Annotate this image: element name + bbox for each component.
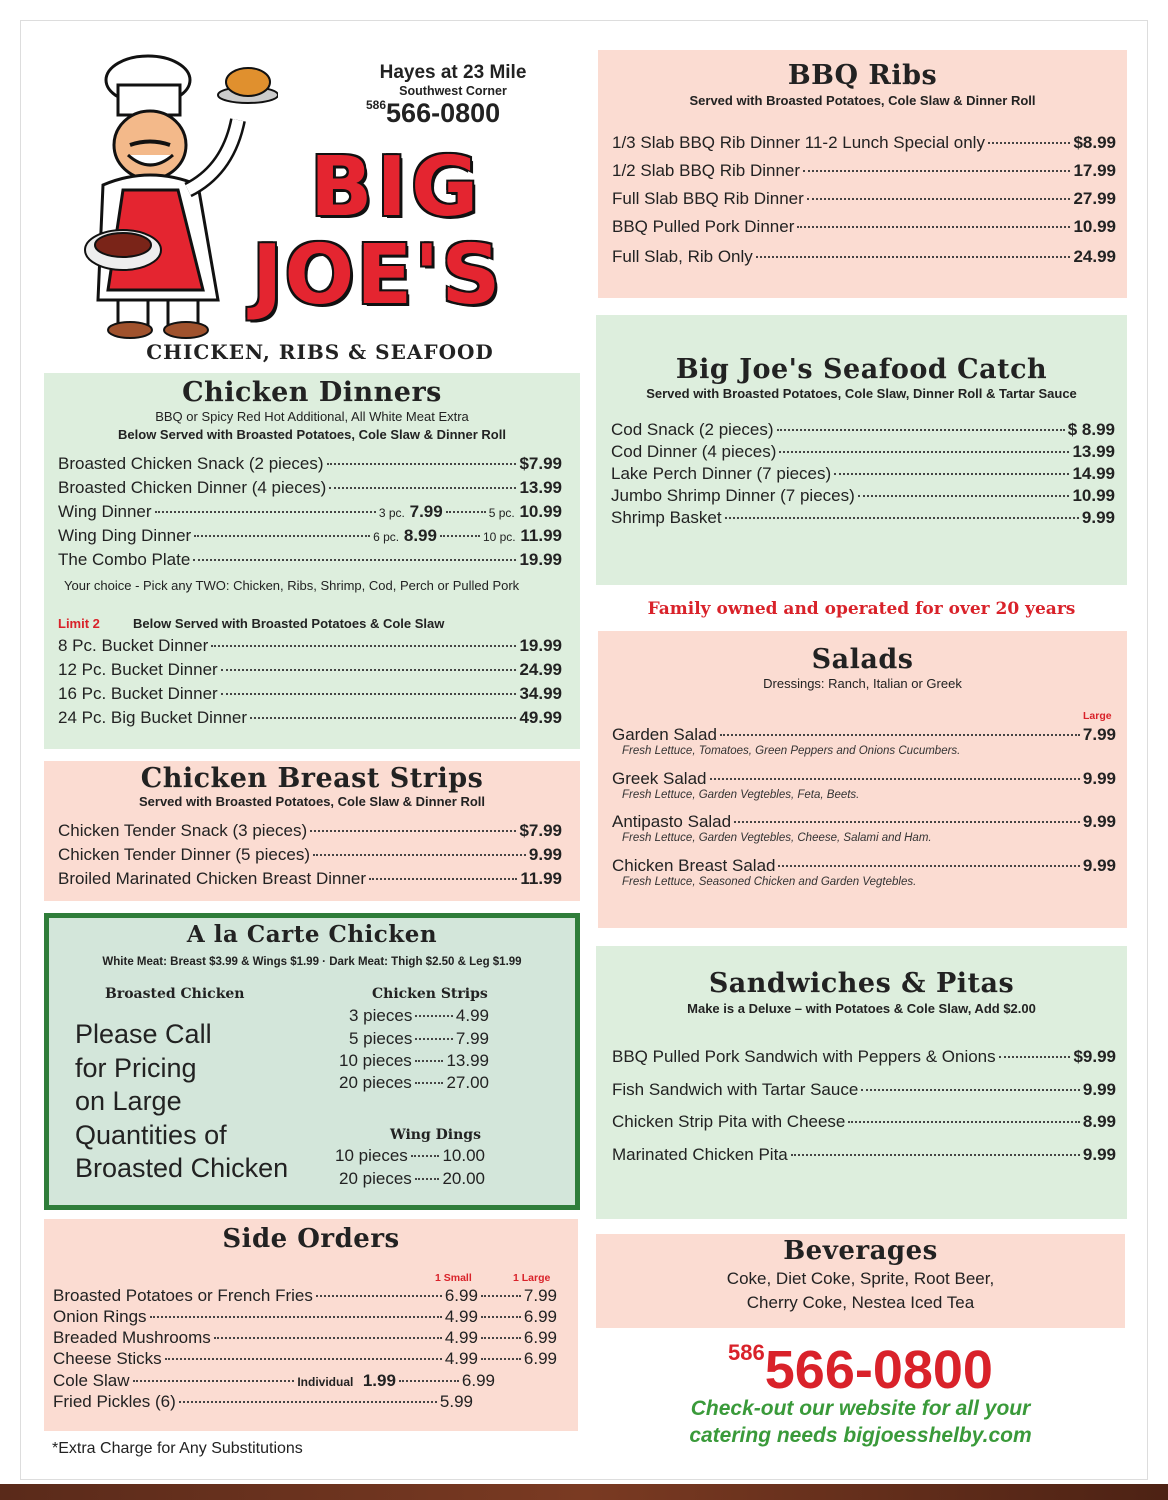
item-price: 8.99 (1082, 1112, 1116, 1131)
menu-item (58, 478, 562, 498)
side-item-pickles (53, 1392, 473, 1412)
item-name: Cod Snack (2 pieces) (611, 420, 774, 439)
item-price: 13.99 (1072, 442, 1115, 461)
chicken-dinners-title: Chicken Dinners (182, 377, 442, 408)
strips-col-title: Chicken Strips (372, 986, 488, 1002)
menu-item (612, 1047, 1116, 1067)
qty-price: 20.00 (442, 1169, 485, 1188)
beverages-line1: Coke, Diet Coke, Sprite, Root Beer, (726, 1269, 995, 1288)
item-name: 12 Pc. Bucket Dinner (58, 660, 218, 679)
salad-item (612, 856, 1116, 876)
side-item (53, 1328, 557, 1348)
call-for-pricing (75, 1018, 288, 1186)
large-price: 6.99 (461, 1371, 495, 1390)
combo-note: Your choice - Pick any TWO: Chicken, Ribs, Shrimp, Cod, Perch or Pulled Pork (64, 578, 520, 593)
menu-item (611, 442, 1115, 462)
qty-label: 5 pc. (488, 506, 515, 520)
item-name: 8 Pc. Bucket Dinner (58, 636, 209, 655)
corner-text: Southwest Corner (399, 84, 507, 98)
side-item-cole-slaw (53, 1371, 557, 1391)
item-name: Chicken Tender Snack (3 pieces) (58, 821, 308, 840)
menu-item (58, 684, 562, 704)
limit-label: Limit 2 (58, 616, 100, 631)
qty-price: 27.00 (446, 1073, 489, 1092)
seafood-note: Served with Broasted Potatoes, Cole Slaw, Dinner Roll & Tartar Sauce (646, 386, 1077, 401)
menu-item (58, 660, 562, 680)
item-price: 11.99 (520, 869, 562, 888)
item-name: Jumbo Shrimp Dinner (7 pieces) (611, 486, 855, 505)
website-line2: catering needs bigjoesshelby.com (689, 1424, 1032, 1447)
breast-strips-title: Chicken Breast Strips (140, 763, 484, 794)
item-price: 9.99 (1082, 1080, 1116, 1099)
menu-item (611, 464, 1115, 484)
chicken-dinners-note2: Below Served with Broasted Potatoes, Cole Slaw & Dinner Roll (118, 427, 506, 442)
side-item (53, 1349, 557, 1369)
side-orders-title: Side Orders (222, 1224, 400, 1254)
footer-phone (596, 1340, 1125, 1400)
item-name: 1/2 Slab BBQ Rib Dinner (612, 161, 801, 180)
call-line: Broasted Chicken (75, 1153, 289, 1183)
salads-note: Dressings: Ranch, Italian or Greek (763, 676, 962, 691)
menu-item (58, 550, 562, 570)
item-price: 8.99 (403, 526, 437, 545)
menu-item (58, 708, 562, 728)
qty-label: 6 pc. (373, 530, 400, 544)
item-price: 9.99 (1082, 769, 1116, 788)
large-price: 6.99 (523, 1328, 557, 1347)
item-name: Onion Rings (53, 1307, 147, 1326)
item-name: Broasted Chicken Snack (2 pieces) (58, 454, 324, 473)
item-price: 5.99 (439, 1392, 473, 1411)
chicken-dinners-note1: BBQ or Spicy Red Hot Additional, All White Meat Extra (155, 409, 469, 424)
item-price: 9.99 (1081, 508, 1115, 527)
item-name: Chicken Tender Dinner (5 pieces) (58, 845, 310, 864)
individual-price: 1.99 (362, 1371, 396, 1390)
menu-item (612, 1145, 1116, 1165)
item-name: Marinated Chicken Pita (612, 1145, 788, 1164)
footer-area-code: 586 (728, 1340, 765, 1365)
qty-label: 10 pc. (482, 530, 516, 544)
menu-item (58, 869, 562, 889)
logo-joes: JOE'S (252, 228, 503, 323)
menu-item (611, 486, 1115, 506)
broasted-col-title: Broasted Chicken (105, 986, 245, 1002)
substitutions-footnote: *Extra Charge for Any Substitutions (52, 1440, 303, 1457)
item-price: $9.99 (1073, 1047, 1116, 1066)
item-price: 19.99 (519, 636, 562, 655)
item-price: $7.99 (519, 454, 562, 473)
breast-strips-note: Served with Broasted Potatoes, Cole Slaw & Dinner Roll (138, 794, 486, 809)
salad-desc: Fresh Lettuce, Garden Vegtebles, Feta, Beets. (622, 789, 860, 801)
item-price: 9.99 (1082, 812, 1116, 831)
qty: 3 pieces (349, 1006, 413, 1025)
salads-title: Salads (811, 644, 914, 675)
ding-qty-row (335, 1146, 485, 1166)
menu-item (612, 1112, 1116, 1132)
menu-item (611, 508, 1115, 528)
item-name: Shrimp Basket (611, 508, 722, 527)
small-col-label: 1 Small (435, 1272, 472, 1284)
qty-price: 13.99 (446, 1051, 489, 1070)
menu-item (612, 1080, 1116, 1100)
menu-item (611, 420, 1115, 440)
salad-item (612, 769, 1116, 789)
qty: 20 pieces (339, 1073, 412, 1092)
item-name: The Combo Plate (58, 550, 191, 569)
item-price: 9.99 (1082, 856, 1116, 875)
menu-item (612, 247, 1116, 267)
chef-icon (78, 50, 278, 340)
salad-item (612, 812, 1116, 832)
seafood-title: Big Joe's Seafood Catch (675, 354, 1048, 385)
item-name: BBQ Pulled Pork Dinner (612, 217, 795, 236)
item-name: Antipasto Salad (612, 812, 732, 831)
item-price: 7.99 (409, 502, 443, 521)
item-price: 19.99 (519, 550, 562, 569)
item-name: Broasted Potatoes or French Fries (53, 1286, 313, 1305)
item-name: Wing Dinner (58, 502, 152, 521)
header-phone (366, 98, 500, 129)
item-name: Chicken Breast Salad (612, 856, 776, 875)
menu-item (58, 454, 562, 474)
bbq-ribs-title: BBQ Ribs (787, 60, 938, 91)
website-line1: Check-out our website for all your (690, 1397, 1031, 1420)
item-name: Full Slab, Rib Only (612, 247, 753, 266)
qty-label: 3 pc. (378, 506, 405, 520)
item-name: Fried Pickles (6) (53, 1392, 176, 1411)
call-line: Please Call (75, 1019, 212, 1049)
logo-big: BIG (310, 140, 483, 235)
qty-price: 7.99 (455, 1029, 489, 1048)
bbq-ribs-note: Served with Broasted Potatoes, Cole Slaw & Dinner Roll (689, 93, 1036, 108)
header-area-code: 586 (366, 98, 387, 112)
side-item (53, 1307, 557, 1327)
footer-phone-number: 566-0800 (764, 1340, 993, 1400)
call-line: for Pricing (75, 1052, 197, 1083)
item-price: 10.99 (519, 502, 562, 521)
qty: 10 pieces (335, 1146, 408, 1165)
item-name: 24 Pc. Big Bucket Dinner (58, 708, 247, 727)
item-price: 13.99 (519, 478, 562, 497)
dings-col-title: Wing Dings (390, 1127, 481, 1143)
call-line: Quantities of (75, 1119, 227, 1150)
item-name: Fish Sandwich with Tartar Sauce (612, 1080, 859, 1099)
small-price: 4.99 (444, 1307, 478, 1326)
strip-qty-row (339, 1073, 489, 1093)
a-la-carte-note: White Meat: Breast $3.99 & Wings $1.99 · Dark Meat: Thigh $2.50 & Leg $1.99 (102, 956, 522, 968)
item-name: Cole Slaw (53, 1371, 130, 1390)
item-price: $8.99 (1073, 133, 1116, 152)
individual-label: Individual (297, 1375, 354, 1389)
menu-item (612, 217, 1116, 237)
item-price: 11.99 (520, 526, 562, 545)
item-price: $7.99 (519, 821, 562, 840)
item-price: 14.99 (1072, 464, 1115, 483)
qty: 20 pieces (339, 1169, 412, 1188)
ding-qty-row (339, 1169, 485, 1189)
item-name: Wing Ding Dinner (58, 526, 192, 545)
item-price: 9.99 (1082, 1145, 1116, 1164)
item-name: Broasted Chicken Dinner (4 pieces) (58, 478, 327, 497)
item-name: Breaded Mushrooms (53, 1328, 211, 1347)
large-price: 6.99 (523, 1349, 557, 1368)
large-price: 6.99 (523, 1307, 557, 1326)
salad-desc: Fresh Lettuce, Tomatoes, Green Peppers and Onions Cucumbers. (622, 745, 961, 757)
menu-item (612, 133, 1116, 153)
item-price: 10.99 (1073, 217, 1116, 236)
item-name: Lake Perch Dinner (7 pieces) (611, 464, 832, 483)
strip-qty-row (349, 1006, 489, 1026)
sandwiches-title: Sandwiches & Pitas (708, 968, 1015, 999)
qty-price: 4.99 (455, 1006, 489, 1025)
qty-price: 10.00 (442, 1146, 485, 1165)
small-price: 4.99 (444, 1349, 478, 1368)
menu-item (612, 161, 1116, 181)
large-price: 7.99 (523, 1286, 557, 1305)
location-text: Hayes at 23 Mile (379, 62, 527, 83)
qty: 5 pieces (349, 1029, 413, 1048)
salad-item (612, 725, 1116, 745)
tagline: CHICKEN, RIBS & SEAFOOD (146, 340, 494, 364)
salad-desc: Fresh Lettuce, Seasoned Chicken and Garden Vegtebles. (622, 876, 917, 888)
side-item (53, 1286, 557, 1306)
item-name: Broiled Marinated Chicken Breast Dinner (58, 869, 367, 888)
item-price: 9.99 (528, 845, 562, 864)
item-price: 34.99 (519, 684, 562, 703)
salad-desc: Fresh Lettuce, Garden Vegtebles, Cheese, Salami and Ham. (622, 832, 932, 844)
item-name: Full Slab BBQ Rib Dinner (612, 189, 804, 208)
menu-item-wing-ding-dinner (58, 526, 562, 546)
item-name: Garden Salad (612, 725, 717, 744)
large-label: Large (1083, 710, 1112, 722)
item-price: 10.99 (1072, 486, 1115, 505)
call-line: on Large (75, 1086, 182, 1116)
item-price: 49.99 (519, 708, 562, 727)
item-price: 17.99 (1073, 161, 1116, 180)
bottom-edge (0, 1484, 1168, 1500)
item-price: 7.99 (1082, 725, 1116, 744)
bucket-note: Below Served with Broasted Potatoes & Cole Slaw (133, 616, 445, 631)
item-name: Cheese Sticks (53, 1349, 162, 1368)
strip-qty-row (339, 1051, 489, 1071)
large-col-label: 1 Large (513, 1272, 551, 1284)
family-owned-banner: Family owned and operated for over 20 years (647, 599, 1076, 619)
qty: 10 pieces (339, 1051, 412, 1070)
strip-qty-row (349, 1029, 489, 1049)
beverages-line2: Cherry Coke, Nestea Iced Tea (746, 1293, 975, 1312)
small-price: 6.99 (444, 1286, 478, 1305)
header-phone-number: 566-0800 (386, 98, 501, 128)
a-la-carte-title: A la Carte Chicken (186, 921, 438, 948)
item-price: 27.99 (1073, 189, 1116, 208)
menu-item-wing-dinner (58, 502, 562, 522)
item-price: $ 8.99 (1067, 420, 1115, 439)
item-name: Cod Dinner (4 pieces) (611, 442, 777, 461)
menu-item (58, 821, 562, 841)
menu-item (58, 636, 562, 656)
item-name: BBQ Pulled Pork Sandwich with Peppers & Onions (612, 1047, 996, 1066)
item-price: 24.99 (519, 660, 562, 679)
sandwiches-note: Make is a Deluxe – with Potatoes & Cole Slaw, Add $2.00 (687, 1001, 1036, 1016)
item-name: Chicken Strip Pita with Cheese (612, 1112, 846, 1131)
menu-item (612, 189, 1116, 209)
beverages-title: Beverages (783, 1236, 938, 1266)
item-name: 16 Pc. Bucket Dinner (58, 684, 218, 703)
item-name: Greek Salad (612, 769, 707, 788)
menu-item (58, 845, 562, 865)
item-name: 1/3 Slab BBQ Rib Dinner 11-2 Lunch Special only (612, 133, 985, 152)
small-price: 4.99 (444, 1328, 478, 1347)
item-price: 24.99 (1073, 247, 1116, 266)
